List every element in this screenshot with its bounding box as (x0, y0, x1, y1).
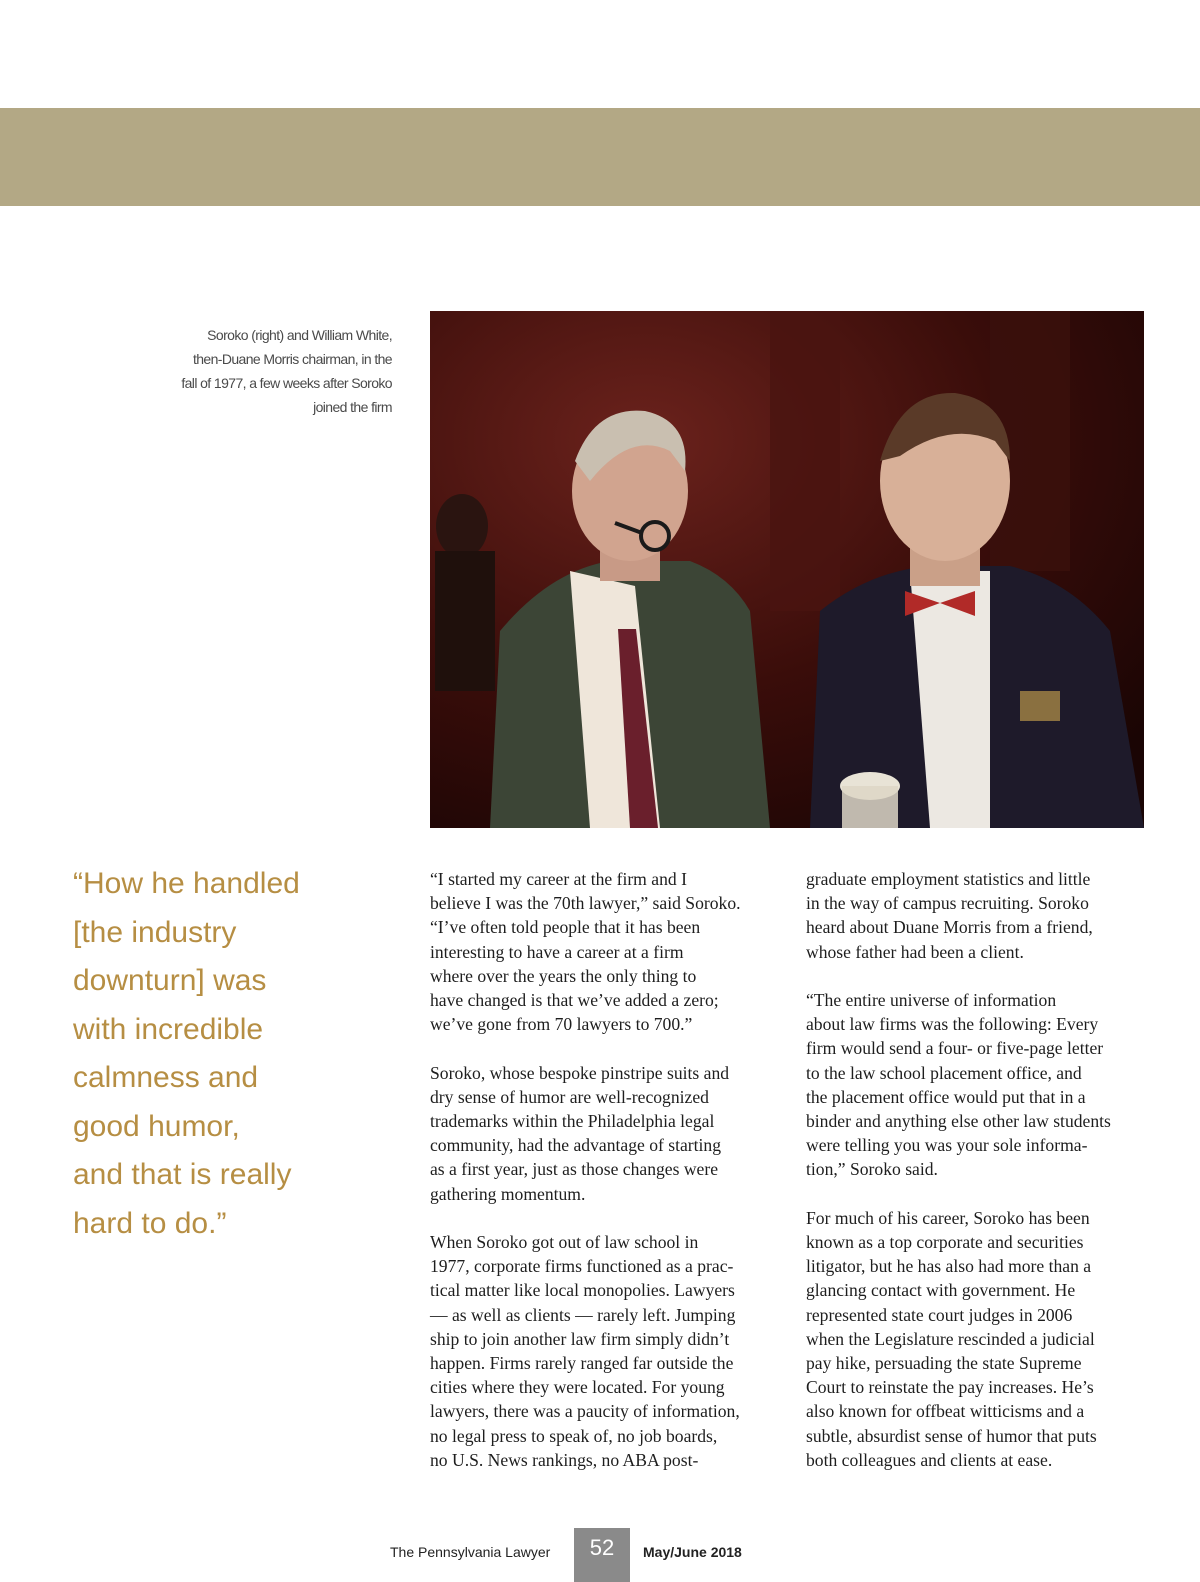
article-column-2 (806, 867, 1156, 1496)
article-paragraph (430, 867, 780, 1036)
text-line: “The entire universe of information (806, 990, 1057, 1010)
text-line: firm would send a four- or five-page letter (806, 1038, 1104, 1059)
text-line: both colleagues and clients at ease. (806, 1449, 1053, 1470)
text-line: known as a top corporate and securities (806, 1232, 1084, 1253)
text-line: tion,” Soroko said. (806, 1159, 938, 1180)
text-line: ship to join another law firm simply didn’t (430, 1328, 730, 1349)
caption-line: joined the firm (313, 399, 392, 415)
text-line: binder and anything else other law students (806, 1111, 1111, 1132)
text-line: about law firms was the following: Every (806, 1014, 1099, 1035)
article-paragraph (806, 867, 1156, 964)
pull-quote-line: [the industry (73, 915, 237, 949)
pull-quote (73, 860, 383, 1248)
caption-line: Soroko (right) and William White, (207, 327, 392, 343)
photo-caption (160, 323, 392, 419)
text-line: in the way of campus recruiting. Soroko (806, 893, 1089, 914)
text-line: also known for offbeat witticisms and a (806, 1401, 1085, 1422)
text-line: glancing contact with government. He (806, 1280, 1076, 1301)
publication-name: The Pennsylvania Lawyer (390, 1544, 551, 1560)
text-line: we’ve gone from 70 lawyers to 700.” (430, 1014, 693, 1035)
photo-two-men-icon (430, 311, 1144, 828)
text-line: where over the years the only thing to (430, 965, 697, 986)
article-paragraph (806, 988, 1156, 1182)
article-column-1 (430, 867, 780, 1496)
text-line: Court to reinstate the pay increases. He’s (806, 1377, 1094, 1398)
pull-quote-line: “How he handled (73, 867, 300, 900)
text-line: gathering momentum. (430, 1183, 586, 1204)
text-line: the placement office would put that in a (806, 1086, 1086, 1107)
article-paragraph (430, 1230, 780, 1472)
text-line: trademarks within the Philadelphia legal (430, 1111, 715, 1132)
text-line: subtle, absurdist sense of humor that puts (806, 1425, 1097, 1446)
pull-quote-line: hard to do.” (73, 1206, 227, 1240)
text-line: no legal press to speak of, no job boards, (430, 1425, 718, 1446)
text-line: when the Legislature rescinded a judicial (806, 1328, 1095, 1349)
text-line: as a first year, just as those changes were (430, 1159, 719, 1180)
text-line: to the law school placement office, and (806, 1062, 1082, 1083)
text-line: believe I was the 70th lawyer,” said Soroko. (430, 893, 741, 914)
text-line: “I started my career at the firm and I (430, 869, 687, 889)
text-line: cities where they were located. For young (430, 1377, 725, 1398)
text-line: whose father had been a client. (806, 941, 1024, 962)
text-line: When Soroko got out of law school in (430, 1232, 699, 1253)
article-photo (430, 311, 1144, 828)
text-line: happen. Firms rarely ranged far outside the (430, 1353, 734, 1374)
text-line: lawyers, there was a paucity of information, (430, 1401, 740, 1422)
caption-line: fall of 1977, a few weeks after Soroko (181, 375, 392, 391)
issue-date: May/June 2018 (643, 1544, 742, 1560)
pull-quote-line: good humor, (73, 1109, 240, 1143)
text-line: litigator, but he has also had more than a (806, 1256, 1092, 1277)
header-banner (0, 108, 1200, 206)
pull-quote-line: downturn] was (73, 964, 267, 997)
text-line: tical matter like local monopolies. Lawyers (430, 1280, 735, 1301)
pull-quote-line: calmness and (73, 1061, 259, 1094)
text-line: represented state court judges in 2006 (806, 1304, 1073, 1325)
text-line: dry sense of humor are well-recognized (430, 1086, 709, 1107)
text-line: were telling you was your sole informa- (806, 1135, 1088, 1156)
text-line: have changed is that we’ve added a zero; (430, 990, 719, 1011)
text-line: interesting to have a career at a firm (430, 941, 684, 962)
text-line: community, had the advantage of starting (430, 1135, 722, 1156)
text-line: “I’ve often told people that it has been (430, 917, 701, 938)
article-paragraph (430, 1061, 780, 1206)
caption-line: then-Duane Morris chairman, in the (192, 351, 392, 367)
text-line: — as well as clients — rarely left. Jumping (430, 1304, 736, 1325)
article-paragraph (806, 1206, 1156, 1472)
page-footer (0, 1528, 1200, 1582)
text-line: graduate employment statistics and little (806, 869, 1091, 889)
text-line: For much of his career, Soroko has been (806, 1207, 1090, 1228)
pull-quote-line: with incredible (73, 1012, 264, 1046)
pull-quote-line: and that is really (73, 1158, 292, 1191)
text-line: Soroko, whose bespoke pinstripe suits and (430, 1062, 730, 1083)
page-number: 52 (574, 1528, 630, 1582)
text-line: 1977, corporate firms functioned as a prac- (430, 1256, 734, 1277)
text-line: no U.S. News rankings, no ABA post- (430, 1449, 699, 1470)
text-line: heard about Duane Morris from a friend, (806, 917, 1093, 938)
text-line: pay hike, persuading the state Supreme (806, 1353, 1082, 1374)
